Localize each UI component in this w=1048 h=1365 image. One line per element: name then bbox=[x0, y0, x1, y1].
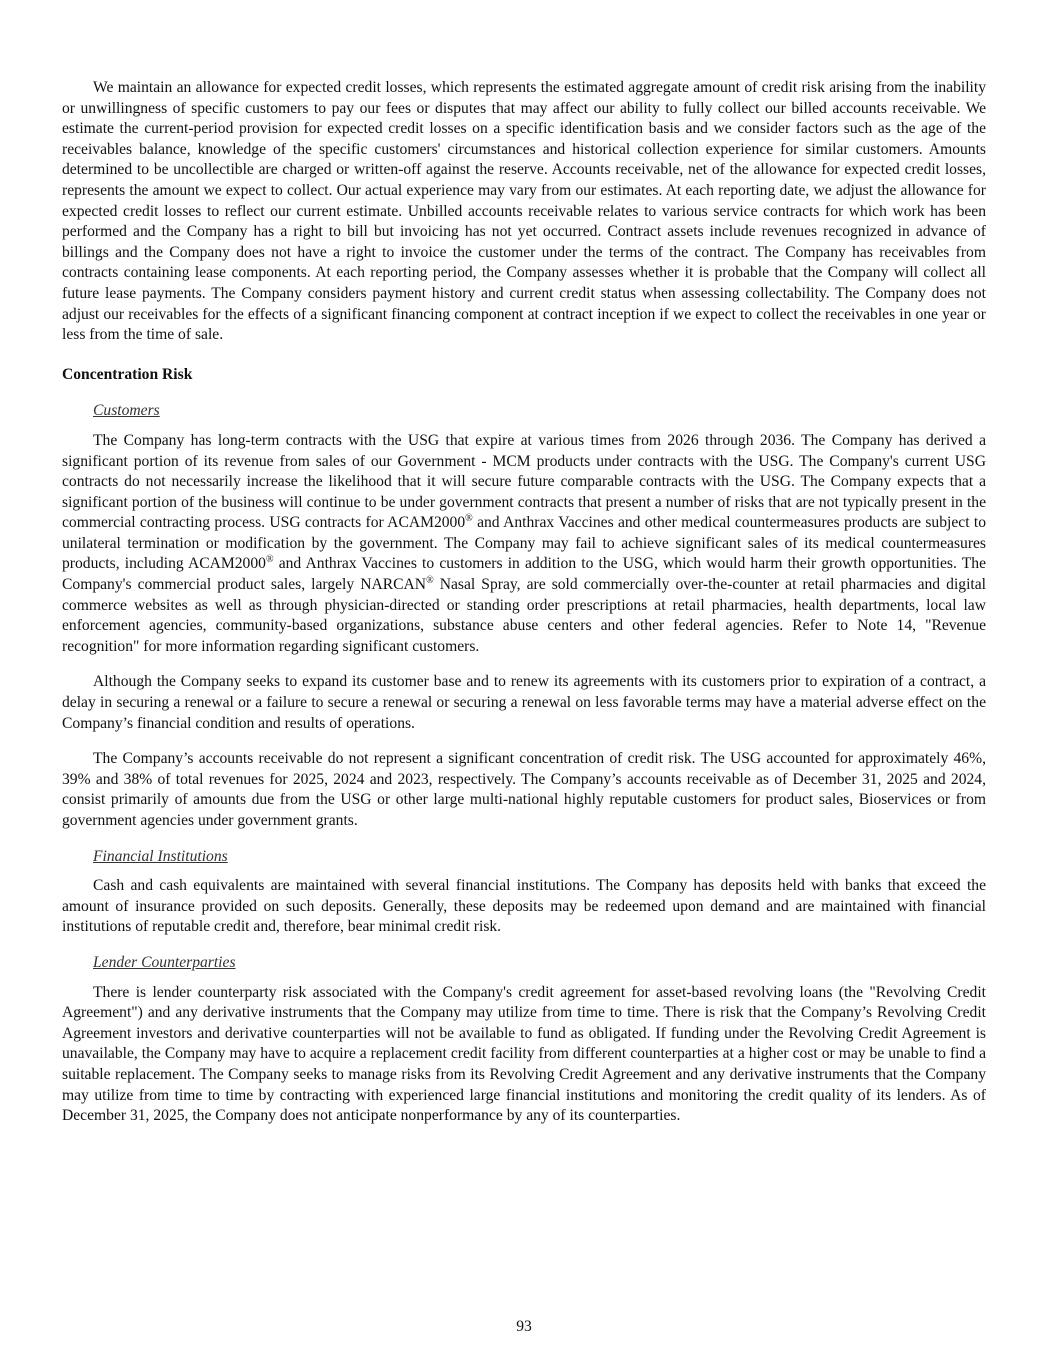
financial-institutions-paragraph: Cash and cash equivalents are maintained with several financial institutions. The Company has deposits held with banks that exceed the amount of insurance provided on such deposits. Generally, these deposits may be redeemed upon demand and are maintained with financial institutions of reputable credit and, therefore, bear minimal credit risk. bbox=[62, 877, 986, 936]
customers-paragraph-3: The Company’s accounts receivable do not represent a significant concentration of credit risk. The USG accounted for approximately 46%, 39% and 38% of total revenues for 2025, 2024 and 2023, respectively. The Company’s accounts receivable as of December 31, 2025 and 2024, consist primarily of amounts due from the USG or other large multi-national highly reputable customers for product sales, Bioservices or from government agencies under government grants. bbox=[62, 750, 986, 829]
text-segment: Nasal Spray, are sold commercially over-the-counter at retail pharmacies and digital commerce websites as well as through physician-directed or standing order prescriptions at retail pharmacies, health departments, local law enforcement agencies, community-based organizations, substance abuse centers and other federal agencies. Refer to Note 14, "Revenue recognition" for more information regarding significant customers. bbox=[62, 576, 987, 655]
registered-mark: ® bbox=[465, 513, 473, 525]
text-segment: and Anthrax Vaccines and other medical countermeasures products are subject to unilateral termination or modification by the government. The Company may fail to achieve significant sales of its medical countermeasures products, including ACAM2000 bbox=[62, 514, 986, 573]
section-heading-concentration-risk: Concentration Risk bbox=[62, 365, 193, 383]
subheading-lender-counterparties: Lender Counterparties bbox=[93, 953, 236, 971]
text-segment: and Anthrax Vaccines to customers in addition to the USG, which would harm their growth opportunities. The Company's commercial product sales, largely NARCAN bbox=[62, 555, 986, 594]
allowance-paragraph: We maintain an allowance for expected credit losses, which represents the estimated aggregate amount of credit risk arising from the inability or unwillingness of specific customers to pay our fees or disputes that may affect our ability to fully collect our billed accounts receivable. We estimate the current-period provision for expected credit losses on a specific identification basis and we consider factors such as the age of the receivables balance, knowledge of the specific customers' circumstances and historical collection experience for similar customers. Amounts determined to be uncollectible are charged or written-off against the reserve. Accounts receivable, net of the allowance for expected credit losses, represents the amount we expect to collect. Our actual experience may vary from our estimates. At each reporting date, we adjust the allowance for expected credit losses to reflect our current estimate. Unbilled accounts receivable relates to various service contracts for which work has been performed and the Company has a right to bill but invoicing has not yet occurred. Contract assets include revenues recognized in advance of billings and the Company does not have a right to invoice the customer under the terms of the contract. The Company has receivables from contracts containing lease components. At each reporting period, the Company assesses whether it is probable that the Company will collect all future lease payments. The Company considers payment history and current credit status when assessing collectability. The Company does not adjust our receivables for the effects of a significant financing component at contract inception if we expect to collect the receivables in one year or less from the time of sale. bbox=[62, 79, 986, 344]
customers-paragraph-2: Although the Company seeks to expand its customer base and to renew its agreements with its customers prior to expiration of a contract, a delay in securing a renewal or a failure to secure a renewal or securing a renewal on less favorable terms may have a material adverse effect on the Company’s financial condition and results of operations. bbox=[62, 673, 986, 732]
lender-counterparties-paragraph: There is lender counterparty risk associated with the Company's credit agreement for asset-based revolving loans (the "Revolving Credit Agreement") and any derivative instruments that the Company may utilize from time to time. There is risk that the Company’s Revolving Credit Agreement investors and derivative counterparties will not be available to fund as obligated. If funding under the Revolving Credit Agreement is unavailable, the Company may have to acquire a replacement credit facility from different counterparties at a higher cost or may be unable to find a suitable replacement. The Company seeks to manage risks from its Revolving Credit Agreement and any derivative instruments that the Company may utilize from time to time by contracting with experienced large financial institutions and monitoring the credit quality of its lenders. As of December 31, 2025, the Company does not anticipate nonperformance by any of its counterparties. bbox=[62, 983, 986, 1125]
subheading-customers: Customers bbox=[93, 402, 160, 420]
registered-mark: ® bbox=[426, 574, 434, 586]
registered-mark: ® bbox=[265, 554, 274, 566]
document-page bbox=[62, 78, 986, 1142]
page-number: 93 bbox=[516, 1318, 532, 1335]
subheading-financial-institutions: Financial Institutions bbox=[93, 847, 228, 865]
customers-paragraph-1 bbox=[62, 431, 986, 658]
text-segment: The Company has long-term contracts with the USG that expire at various times from 2026 through 2036. The Company has derived a significant portion of its revenue from sales of our Government - MCM products under contracts with the USG. The Company's current USG contracts do not necessarily increase the likelihood that it will secure future comparable contracts with the USG. The Company expects that a significant portion of the business will continue to be under government contracts that present a number of risks that are not typically present in the commercial contracting process. USG contracts for ACAM2000 bbox=[62, 431, 986, 532]
